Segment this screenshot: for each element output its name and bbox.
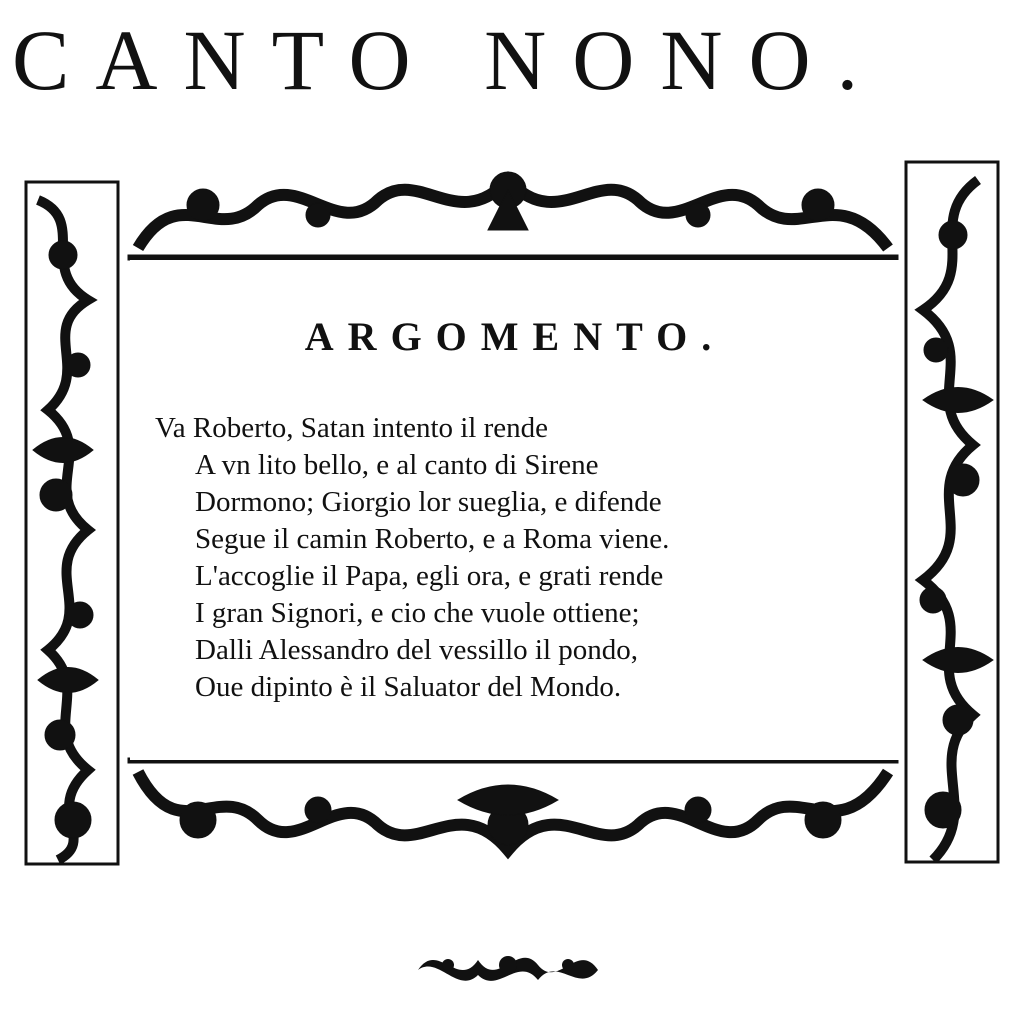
verse-line: I gran Signori, e cio che vuole ottiene; bbox=[195, 597, 640, 629]
verse-line: Va Roberto, Satan intento il rende bbox=[155, 412, 549, 444]
fleuron-icon bbox=[408, 935, 608, 995]
verse-line: Segue il camin Roberto, e a Roma viene. bbox=[195, 523, 670, 555]
verse-line: Oue dipinto è il Saluator del Mondo. bbox=[195, 671, 622, 703]
argomento-heading: ARGOMENTO. bbox=[304, 314, 726, 359]
verse-line: A vn lito bello, e al canto di Sirene bbox=[195, 449, 599, 481]
verse-line: L'accoglie il Papa, egli ora, e grati rende bbox=[195, 560, 664, 592]
canto-title: CANTO NONO. bbox=[12, 12, 885, 108]
argomento-panel bbox=[130, 260, 900, 760]
verse-line: Dormono; Giorgio lor sueglia, e difende bbox=[195, 486, 662, 518]
ornamental-frame bbox=[18, 160, 1008, 870]
argomento-verse bbox=[130, 410, 900, 706]
verse-line: Dalli Alessandro del vessillo il pondo, bbox=[195, 634, 639, 666]
